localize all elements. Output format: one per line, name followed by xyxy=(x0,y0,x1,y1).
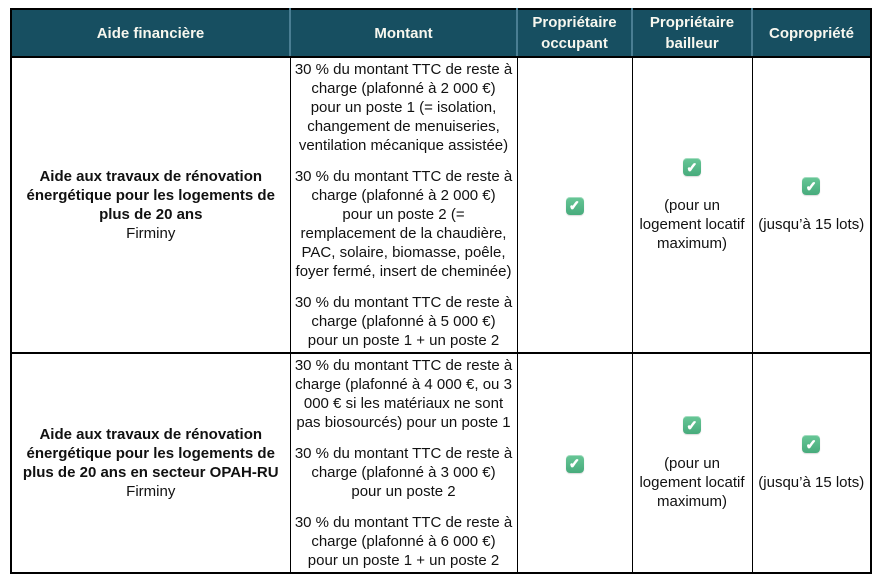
montant-paragraph: 30 % du montant TTC de reste à charge (plafonné à 5 000 €) pour un poste 1 + un poste 2 xyxy=(294,294,513,349)
proprietaire-bailleur-cell xyxy=(632,57,752,353)
header-proprietaire-bailleur: Propriétaire bailleur xyxy=(632,9,752,57)
aide-subtitle: Firminy xyxy=(126,483,176,500)
header-montant: Montant xyxy=(290,9,517,57)
header-row xyxy=(11,9,871,57)
check-glyph: ✓ xyxy=(686,159,698,175)
aide-title: Aide aux travaux de rénovation énergétique pour les logements de plus de 20 ans en secteur OPAH-RU xyxy=(22,426,279,481)
proprietaire-occupant-cell xyxy=(517,353,632,573)
check-glyph: ✓ xyxy=(686,417,698,433)
copropriete-cell xyxy=(752,353,871,573)
check-icon xyxy=(802,177,820,195)
table-row xyxy=(11,57,871,353)
check-icon xyxy=(802,435,820,453)
table-row xyxy=(11,353,871,573)
check-note: (jusqu’à 15 lots) xyxy=(758,474,865,492)
table-header xyxy=(11,9,871,57)
montant-paragraph: 30 % du montant TTC de reste à charge (plafonné à 4 000 €, ou 3 000 € si les matériaux ne sont pas biosourcés) pour un poste 1 xyxy=(294,357,513,431)
aide-cell xyxy=(11,57,290,353)
check-note: (pour un logement locatif maximum) xyxy=(639,197,745,253)
proprietaire-occupant-cell xyxy=(517,57,632,353)
copropriete-cell xyxy=(752,57,871,353)
check-icon xyxy=(566,455,584,473)
header-aide-financiere: Aide financière xyxy=(11,9,290,57)
check-glyph: ✓ xyxy=(805,436,817,452)
montant-cell xyxy=(290,353,517,573)
check-icon xyxy=(683,158,701,176)
aide-title: Aide aux travaux de rénovation énergétique pour les logements de plus de 20 ans xyxy=(26,168,275,223)
montant-paragraph: 30 % du montant TTC de reste à charge (plafonné à 2 000 €) pour un poste 2 (= remplacement de la chaudière, PAC, solaire, biomasse, poêle, foyer fermé, insert de cheminée) xyxy=(294,168,513,280)
montant-cell xyxy=(290,57,517,353)
montant-paragraph: 30 % du montant TTC de reste à charge (plafonné à 6 000 €) pour un poste 1 + un poste 2 xyxy=(294,514,513,569)
header-proprietaire-occupant: Propriétaire occupant xyxy=(517,9,632,57)
check-note: (pour un logement locatif maximum) xyxy=(639,455,745,511)
proprietaire-bailleur-cell xyxy=(632,353,752,573)
check-glyph: ✓ xyxy=(569,456,580,472)
aide-subtitle: Firminy xyxy=(126,225,176,242)
montant-paragraph: 30 % du montant TTC de reste à charge (plafonné à 2 000 €) pour un poste 1 (= isolation, changement de menuiseries, ventilation mécanique assistée) xyxy=(294,61,513,154)
montant-paragraph: 30 % du montant TTC de reste à charge (plafonné à 3 000 €) pour un poste 2 xyxy=(294,445,513,500)
financial-aid-table xyxy=(10,8,872,574)
check-icon xyxy=(566,197,584,215)
check-glyph: ✓ xyxy=(805,178,817,194)
check-glyph: ✓ xyxy=(569,198,580,214)
check-icon xyxy=(683,416,701,434)
check-note: (jusqu’à 15 lots) xyxy=(758,216,865,234)
aide-cell xyxy=(11,353,290,573)
header-copropriete: Copropriété xyxy=(752,9,871,57)
